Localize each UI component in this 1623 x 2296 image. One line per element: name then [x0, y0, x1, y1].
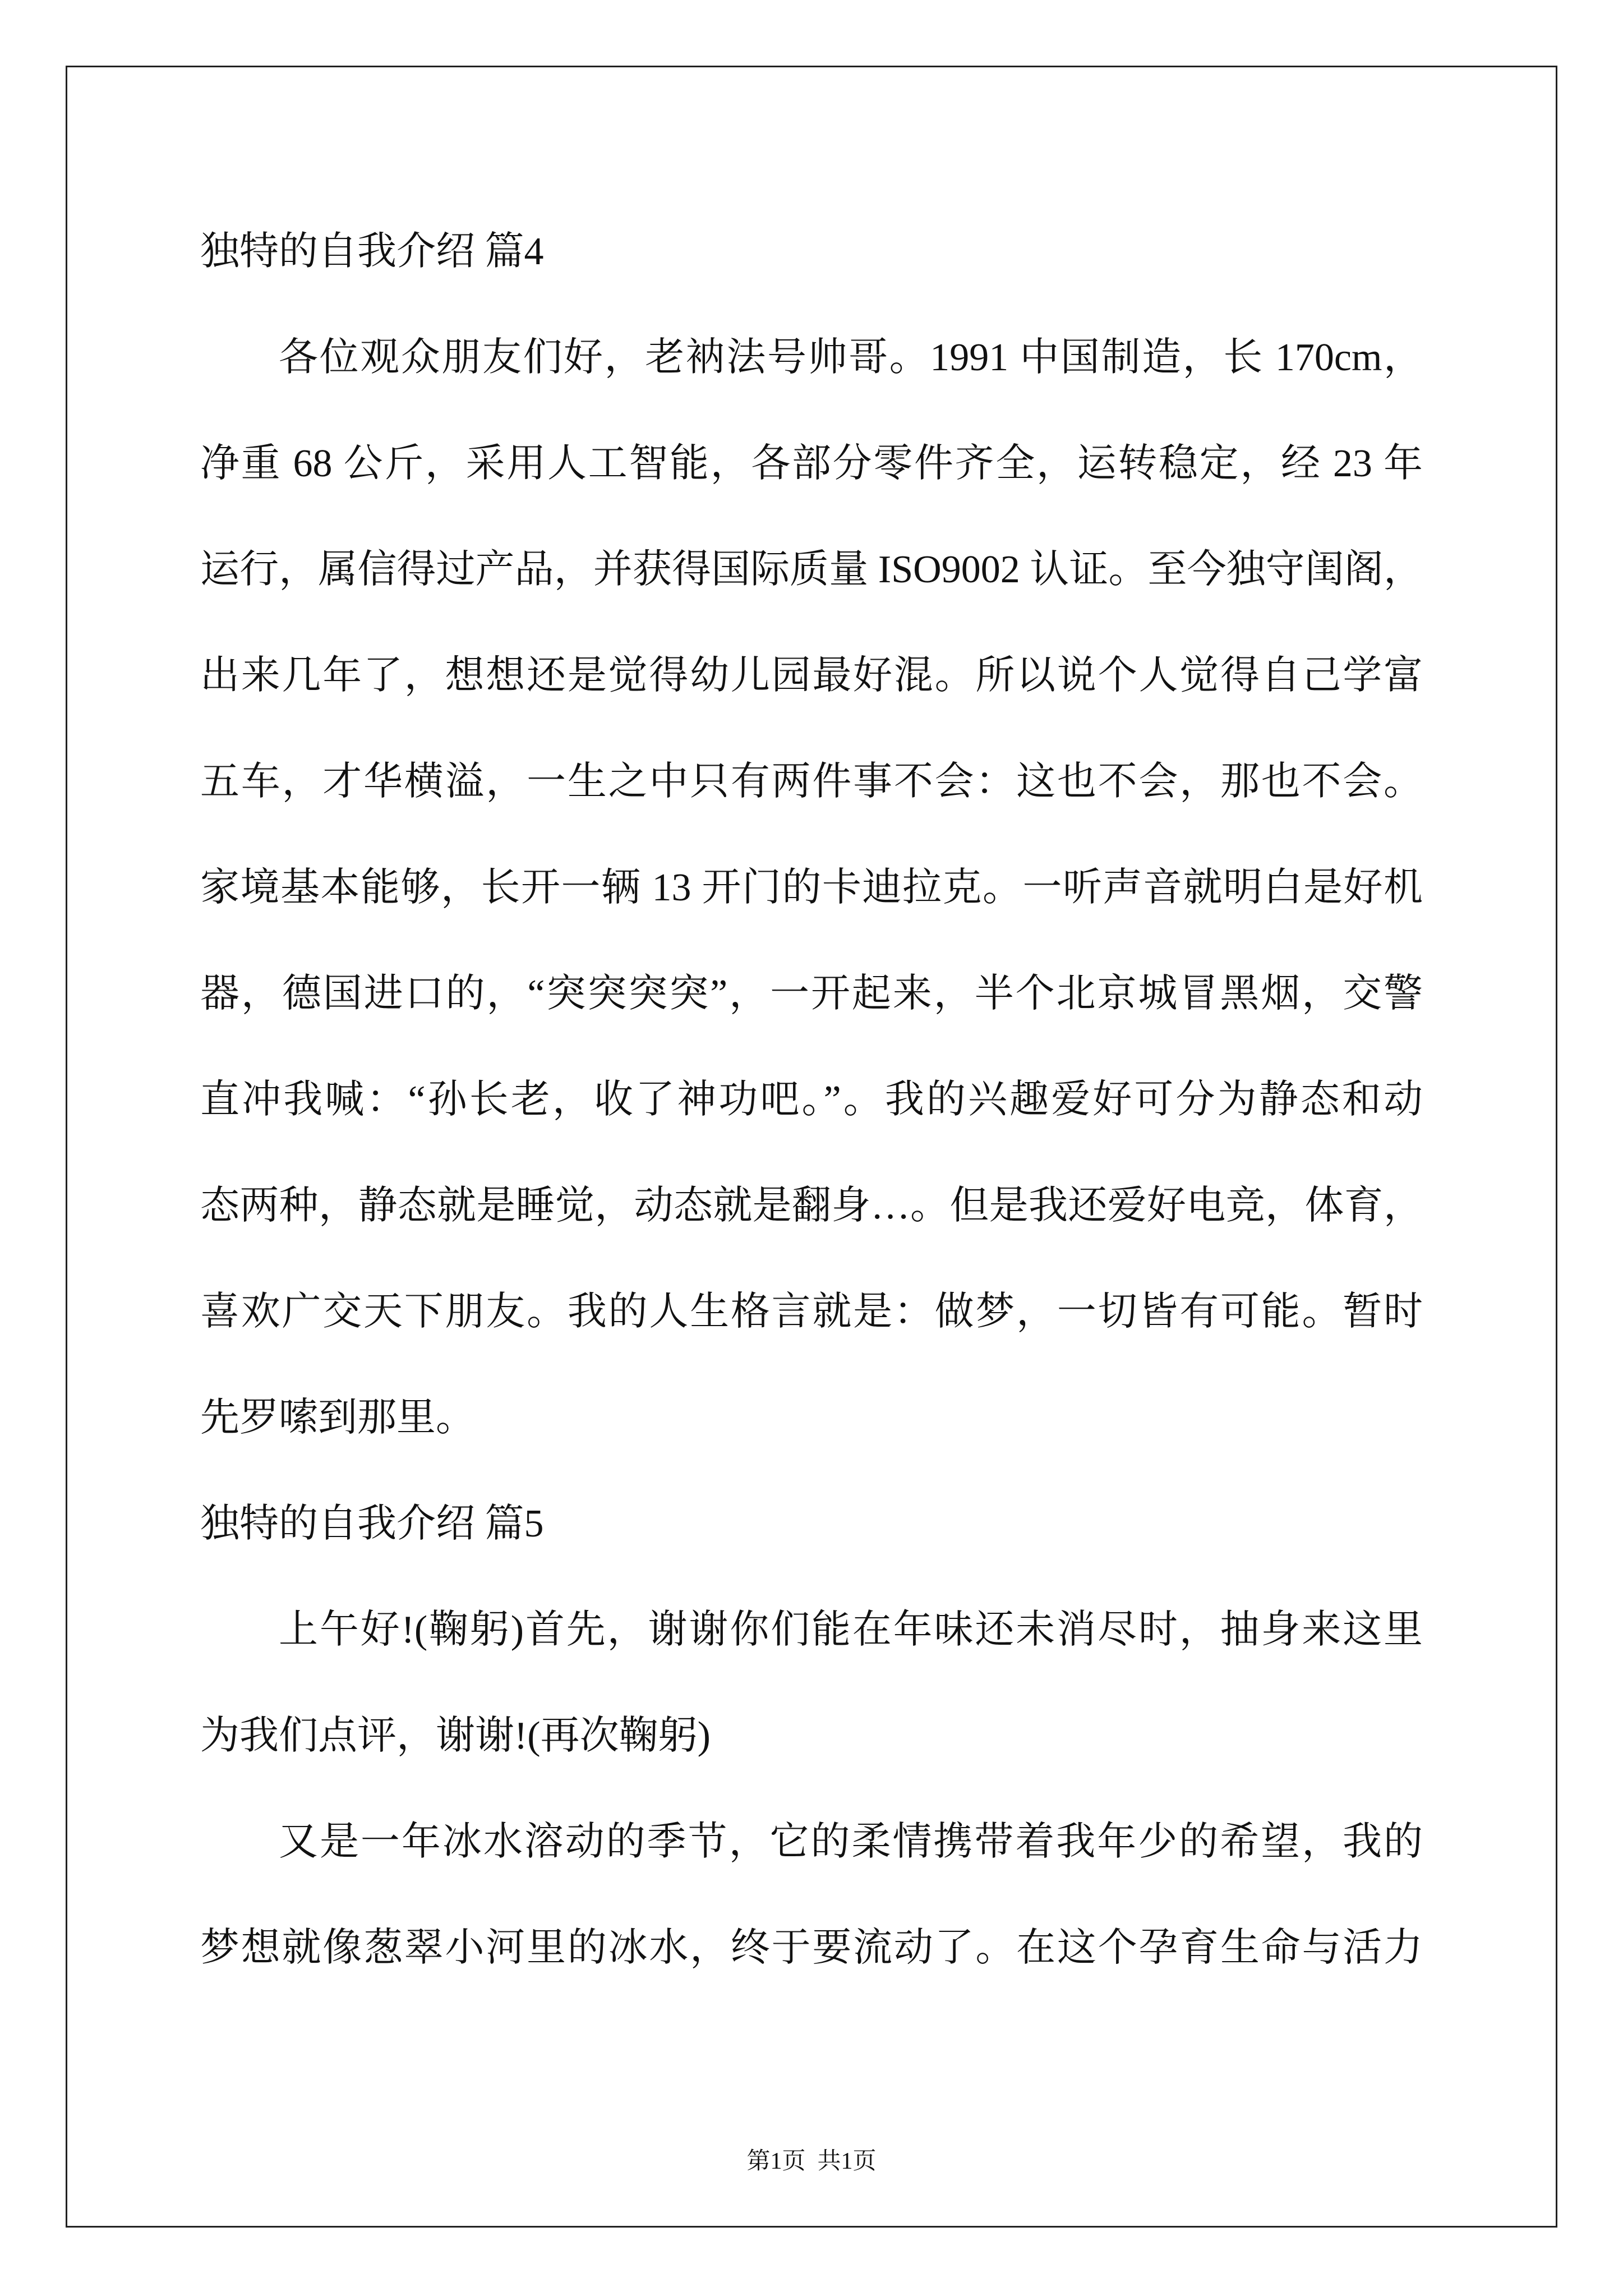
section-heading: 独特的自我介绍 篇4	[200, 230, 544, 273]
paragraph-line: 运行，属信得过产品，并获得国际质量 ISO9002 认证。至今独守闺阁，	[200, 548, 1423, 591]
section-5	[200, 1471, 1423, 2001]
paragraph-line: 出来几年了，想想还是觉得幼儿园最好混。所以说个人觉得自己学富	[200, 654, 1423, 697]
paragraph-line: 家境基本能够，长开一辆 13 开门的卡迪拉克。一听声音就明白是好机	[200, 866, 1423, 909]
paragraph	[200, 1789, 1423, 2001]
section-heading: 独特的自我介绍 篇5	[200, 1502, 544, 1545]
paragraph-line: 器，德国进口的，“突突突突”，一开起来，半个北京城冒黑烟，交警	[200, 972, 1423, 1015]
paragraph	[200, 305, 1423, 1471]
paragraph-line: 梦想就像葱翠小河里的冰水，终于要流动了。在这个孕育生命与活力	[200, 1926, 1423, 1970]
page-number-footer: 第1页 共1页	[746, 2148, 877, 2174]
paragraph-line: 态两种，静态就是睡觉，动态就是翻身…。但是我还爱好电竞，体育，	[200, 1184, 1423, 1227]
paragraph-line: 喜欢广交天下朋友。我的人生格言就是：做梦，一切皆有可能。暂时	[200, 1290, 1423, 1333]
paragraph-line: 为我们点评，谢谢!(再次鞠躬)	[200, 1714, 711, 1757]
section-4	[200, 199, 1423, 1471]
paragraph-line: 直冲我喊：“孙长老，收了神功吧。”。我的兴趣爱好可分为静态和动	[200, 1078, 1423, 1121]
paragraph-line: 五车，才华横溢，一生之中只有两件事不会：这也不会，那也不会。	[200, 760, 1423, 803]
paragraph-line: 各位观众朋友们好，老衲法号帅哥。1991 中国制造，长 170cm，	[279, 336, 1423, 379]
paragraph-line: 又是一年冰水溶动的季节，它的柔情携带着我年少的希望，我的	[279, 1820, 1423, 1864]
paragraph-line: 净重 68 公斤，采用人工智能，各部分零件齐全，运转稳定，经 23 年	[200, 442, 1423, 485]
paragraph-line: 上午好!(鞠躬)首先，谢谢你们能在年味还未消尽时，抽身来这里	[279, 1608, 1423, 1651]
document-body	[200, 199, 1423, 2001]
paragraph-line: 先罗嗦到那里。	[200, 1396, 475, 1439]
paragraph	[200, 1577, 1423, 1789]
